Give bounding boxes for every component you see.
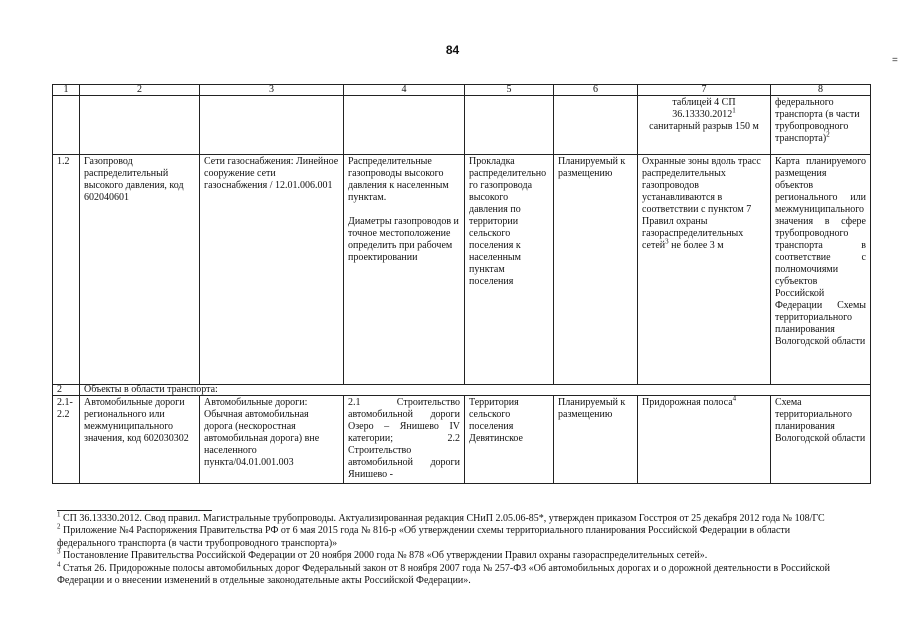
cell-object: Автомобильные дороги регионального или межмуниципального значения, код 602030302 [80,396,200,484]
cell-source: Схема территориального планирования Вологодской области [771,396,871,484]
col-number: 3 [200,85,344,96]
footnote-text: СП 36.13330.2012. Свод правил. Магистральные трубопроводы. Актуализированная редакция СНиП 2.05.06-85*, утвержден приказом Госстроя от 25 декабря 2012 года № 108/ГС [60,513,825,524]
edge-mark: = [892,55,898,66]
footnote-number: 3 [57,547,61,556]
cell-number: 2.1-2.2 [53,396,80,484]
cell-description: 2.1 Строительство автомобильной дороги Озеро – Янишево IV категории; 2.2 Строительство автомобильной дороги Янишево - [344,396,465,484]
footnote-ref: 1 [732,106,736,115]
footnote-ref: 4 [732,394,737,403]
cell-source [771,96,871,155]
cell-zone [638,96,771,155]
cell-empty [53,96,80,155]
cell-text: санитарный разрыв 150 м [649,121,759,132]
cell-text: Диаметры газопроводов и точное местоположение определить при рабочем проектировании [348,216,459,263]
footnote-text: Приложение №4 Распоряжения Правительства РФ от 6 мая 2015 года № 816-р «Об утверждении схемы территориального планирования Российской Федерации в области федерального транспорта (в части трубопроводного транспорта)» [57,525,791,549]
footnote-number: 4 [57,560,61,569]
footnote [57,525,847,550]
cell-status: Планируемый к размещению [554,155,638,385]
cell-object: Газопровод распределительный высокого давления, код 602040601 [80,155,200,385]
cell-status: Планируемый к размещению [554,396,638,484]
col-number: 2 [80,85,200,96]
planning-table [52,84,871,484]
cell-number: 2 [53,385,80,396]
table-row [53,396,871,484]
cell-location: Территория сельского поселения Девятинское [465,396,554,484]
cell-text: Охранные зоны вдоль трасс распределительных газопроводов устанавливаются в соответствии с пунктом 7 Правил охраны газораспределительных сетей [642,156,761,251]
cell-empty [554,96,638,155]
cell-zone [638,396,771,484]
footnote-number: 1 [57,510,61,519]
cell-text: не более 3 м [668,240,724,251]
footnote-ref: 2 [826,130,830,139]
cell-location: Прокладка распределительного газопровода высокого давления по территории сельского поселения к населенным пунктам поселения [465,155,554,385]
cell-text: таблицей 4 СП 36.13330.2012 [672,97,736,120]
col-number: 7 [638,85,771,96]
cell-description [344,155,465,385]
footnote-text: Статья 26. Придорожные полосы автомобильных дорог Федеральный закон от 8 ноября 2007 года № 257-ФЗ «Об автомобильных дорогах и о дорожной деятельности в Российской Федерации и о внесении изменений в отдельные законодательные акты Российской Федерации». [57,562,830,587]
cell-text: Распределительные газопроводы высокого давления к населенным пунктам. [348,156,449,203]
page-number: 84 [445,43,460,57]
cell-type: Автомобильные дороги: Обычная автомобильная дорога (нескоростная автомобильная дорога) вне населенного пункта/04.01.001.003 [200,396,344,484]
cell-empty [465,96,554,155]
cell-empty [344,96,465,155]
footnote-divider [57,510,212,511]
cell-empty [80,96,200,155]
footnote [57,560,847,588]
footnote [57,510,847,525]
table-row [53,155,871,385]
col-number: 8 [771,85,871,96]
cell-text: федерального транспорта (в части трубопроводного транспорта) [775,97,860,144]
section-title: Объекты в области транспорта: [80,385,871,396]
footnote-ref: 3 [665,237,669,246]
cell-type: Сети газоснабжения: Линейное сооружение сети газоснабжения / 12.01.006.001 [200,155,344,385]
col-number: 1 [53,85,80,96]
column-number-row [53,85,871,96]
cell-text: Придорожная полоса [642,397,733,408]
footnote [57,547,847,562]
col-number: 6 [554,85,638,96]
cell-empty [200,96,344,155]
col-number: 4 [344,85,465,96]
cell-number: 1.2 [53,155,80,385]
col-number: 5 [465,85,554,96]
section-row [53,385,871,396]
footnotes [57,510,847,587]
footnote-number: 2 [57,523,61,532]
cell-source: Карта планируемого размещения объектов регионального или межмуниципального значения в сфере трубопроводного транспорта в соответствие с полномочиями субъектов Российской Федерации Схемы территориального планирования Вологодской области [771,155,871,385]
cell-zone [638,155,771,385]
table-row-continued [53,96,871,155]
footnote-text: Постановление Правительства Российской Федерации от 20 ноября 2000 года № 878 «Об утверждении Правил охраны газораспределительных сетей». [60,550,708,562]
